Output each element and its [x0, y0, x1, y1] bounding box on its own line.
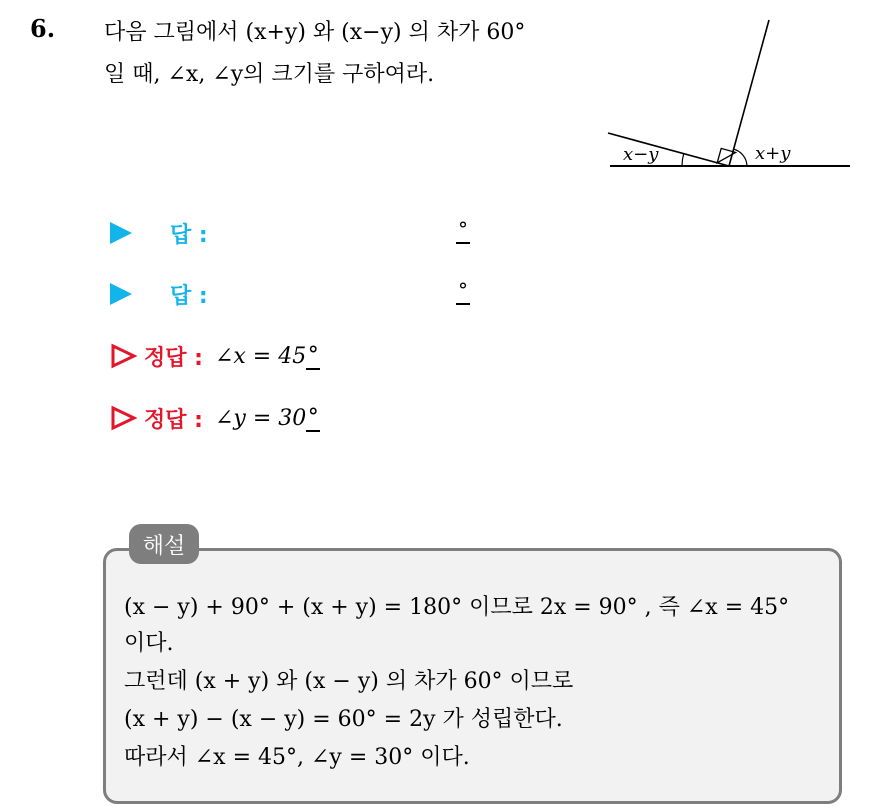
- answer-blank[interactable]: °: [456, 277, 470, 305]
- question-number: 6.: [30, 14, 56, 43]
- solution-line-3: 그런데 (x + y) 와 (x − y) 의 차가 60° 이므로: [124, 669, 574, 694]
- answer-row-1: [110, 216, 468, 250]
- outline-triangle-icon: [110, 405, 138, 431]
- correct-answer-label: 정답 :: [144, 345, 203, 371]
- solution-line-2: 이다.: [124, 631, 174, 656]
- correct-answer-row-2: [110, 401, 320, 435]
- angle-arc-right: [733, 149, 747, 166]
- answer-label: 답 :: [170, 283, 208, 309]
- correct-answer-row-1: [110, 339, 320, 373]
- question-text-line-2: 일 때, ∠x, ∠y의 크기를 구하여라.: [104, 62, 435, 87]
- question-text-line-1: 다음 그림에서 (x+y) 와 (x−y) 의 차가 60°: [104, 20, 526, 45]
- correct-answer-value: ∠y = 30: [214, 405, 307, 431]
- correct-answer-label: 정답 :: [144, 407, 203, 433]
- correct-answer-value: ∠x = 45: [214, 343, 307, 369]
- solution-tab: 해설: [129, 524, 199, 564]
- label-x-plus-y: x+y: [755, 143, 791, 164]
- outline-triangle-icon: [110, 343, 138, 369]
- angle-figure: [605, 18, 855, 178]
- degree-unit: °: [307, 342, 319, 368]
- label-x-minus-y: x−y: [623, 144, 659, 165]
- answer-row-2: [110, 277, 468, 311]
- solution-line-1: (x − y) + 90° + (x + y) = 180° 이므로 2x = 90° , 즉 ∠x = 45°: [124, 595, 790, 620]
- solution-line-5: 따라서 ∠x = 45°, ∠y = 30° 이다.: [124, 745, 470, 770]
- play-marker-icon: [110, 283, 132, 305]
- angle-arc-left: [682, 154, 684, 166]
- answer-label: 답 :: [170, 222, 208, 248]
- play-marker-icon: [110, 222, 132, 244]
- answer-blank[interactable]: °: [456, 216, 470, 244]
- degree-unit: °: [307, 404, 319, 430]
- solution-line-4: (x + y) − (x − y) = 60° = 2y 가 성립한다.: [124, 707, 563, 732]
